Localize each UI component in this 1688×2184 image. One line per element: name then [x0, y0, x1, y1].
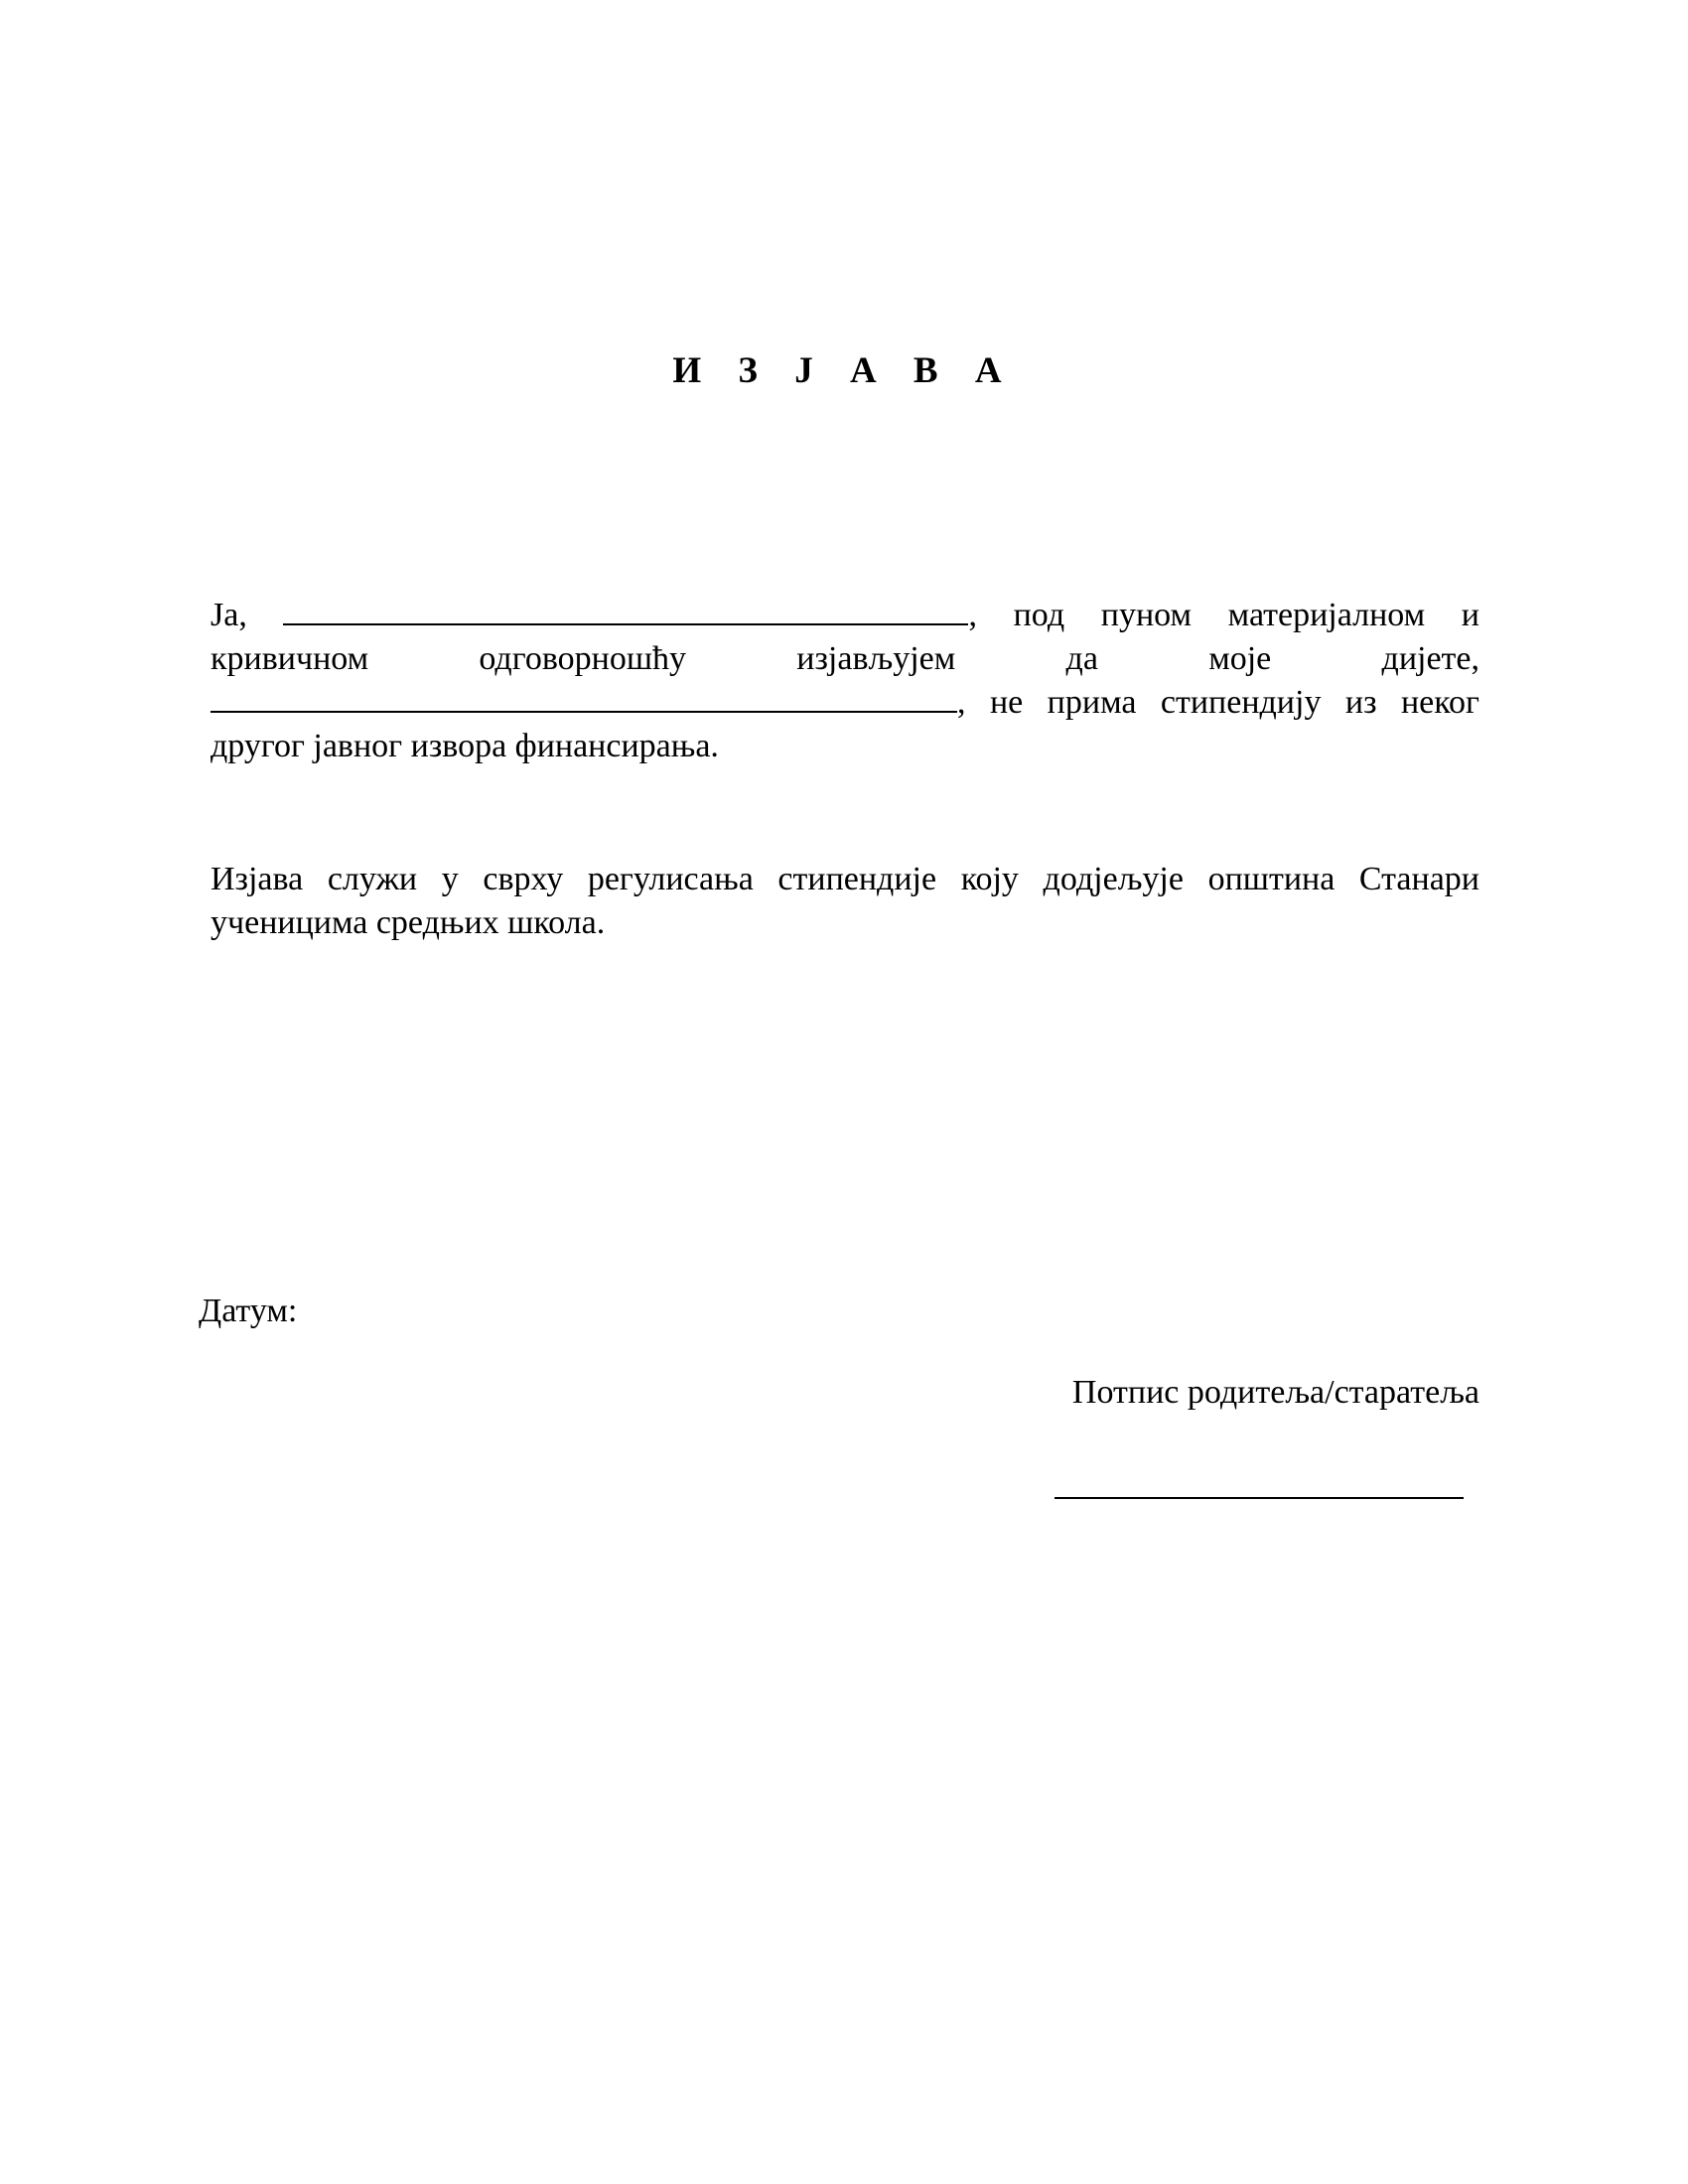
- declaration-intro: Ја,: [211, 597, 247, 633]
- declaration-middle: , под пуном материјалном и кривичном одговорношћу изјављујем да моје дијете,: [211, 597, 1479, 677]
- parent-name-blank[interactable]: [283, 594, 968, 625]
- child-name-blank[interactable]: [211, 681, 957, 713]
- purpose-paragraph: Изјава служи у сврху регулисања стипендије коју додјељује општина Станари ученицима средњих школа.: [211, 861, 1479, 941]
- declaration-paragraph: [211, 594, 1479, 768]
- signature-line[interactable]: [1055, 1497, 1464, 1499]
- declaration-end: , не прима стипендију из неког другог јавног извора финансирања.: [211, 684, 1479, 764]
- signature-label: Потпис родитеља/старатеља: [1071, 1374, 1479, 1411]
- document-title: И З Ј А В А: [672, 350, 1016, 391]
- date-label: Датум:: [199, 1293, 298, 1329]
